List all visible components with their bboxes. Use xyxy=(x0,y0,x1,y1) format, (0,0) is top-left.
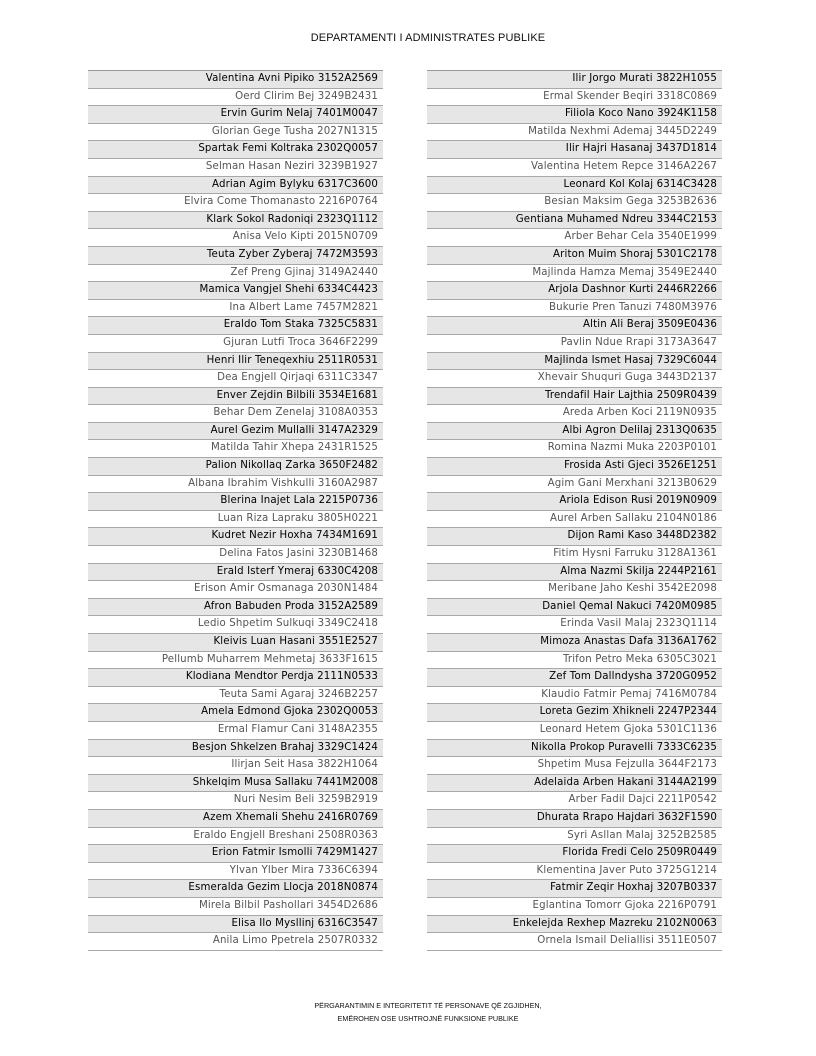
list-item: Bukurie Pren Tanuzi 7480M3976 xyxy=(427,300,722,318)
list-item: Zef Tom Dallndysha 3720G0952 xyxy=(427,669,722,687)
list-item: Spartak Femi Koltraka 2302Q0057 xyxy=(88,141,383,159)
list-item: Ornela Ismail Deliallisi 3511E0507 xyxy=(427,933,722,951)
list-item: Majlinda Ismet Hasaj 7329C6044 xyxy=(427,353,722,371)
list-item: Ariola Edison Rusi 2019N0909 xyxy=(427,493,722,511)
list-item: Areda Arben Koci 2119N0935 xyxy=(427,405,722,423)
list-item: Frosida Asti Gjeci 3526E1251 xyxy=(427,458,722,476)
footer xyxy=(0,999,816,1025)
list-item: Klark Sokol Radoniqi 2323Q1112 xyxy=(88,212,383,230)
list-item: Anila Limo Ppetrela 2507R0332 xyxy=(88,933,383,951)
list-item: Klementina Javer Puto 3725G1214 xyxy=(427,863,722,881)
list-item: Gentiana Muhamed Ndreu 3344C2153 xyxy=(427,212,722,230)
list-item: Florida Fredi Celo 2509R0449 xyxy=(427,845,722,863)
name-list-left xyxy=(88,70,383,951)
list-item: Elvira Come Thomanasto 2216P0764 xyxy=(88,194,383,212)
list-item: Zef Preng Gjinaj 3149A2440 xyxy=(88,265,383,283)
list-item: Ledio Shpetim Sulkuqi 3349C2418 xyxy=(88,616,383,634)
list-item: Kleivis Luan Hasani 3551E2527 xyxy=(88,634,383,652)
list-item: Oerd Clirim Bej 3249B2431 xyxy=(88,89,383,107)
page-title: DEPARTAMENTI I ADMINISTRATES PUBLIKE xyxy=(310,32,546,44)
list-item: Aurel Gezim Mullalli 3147A2329 xyxy=(88,423,383,441)
list-item: Teuta Sami Agaraj 3246B2257 xyxy=(88,687,383,705)
list-item: Nikolla Prokop Puravelli 7333C6235 xyxy=(427,740,722,758)
list-item: Teuta Zyber Zyberaj 7472M3593 xyxy=(88,247,383,265)
list-item: Shpetim Musa Fejzulla 3644F2173 xyxy=(427,757,722,775)
list-item: Enver Zejdin Bilbili 3534E1681 xyxy=(88,388,383,406)
list-item: Eraldo Engjell Breshani 2508R0363 xyxy=(88,828,383,846)
list-item: Anisa Velo Kipti 2015N0709 xyxy=(88,229,383,247)
list-item: Leonard Hetem Gjoka 5301C1136 xyxy=(427,722,722,740)
list-item: Behar Dem Zenelaj 3108A0353 xyxy=(88,405,383,423)
list-item: Besjon Shkelzen Brahaj 3329C1424 xyxy=(88,740,383,758)
list-item: Majlinda Hamza Memaj 3549E2440 xyxy=(427,265,722,283)
list-item: Glorian Gege Tusha 2027N1315 xyxy=(88,124,383,142)
list-item: Mimoza Anastas Dafa 3136A1762 xyxy=(427,634,722,652)
list-item: Mamica Vangjel Shehi 6334C4423 xyxy=(88,282,383,300)
list-item: Pellumb Muharrem Mehmetaj 3633F1615 xyxy=(88,652,383,670)
list-item: Erinda Vasil Malaj 2323Q1114 xyxy=(427,616,722,634)
list-item: Fatmir Zeqir Hoxhaj 3207B0337 xyxy=(427,880,722,898)
name-list-right xyxy=(427,70,722,951)
list-item: Trendafil Hair Lajthia 2509R0439 xyxy=(427,388,722,406)
list-item: Leonard Kol Kolaj 6314C3428 xyxy=(427,177,722,195)
list-item: Henri Ilir Teneqexhiu 2511R0531 xyxy=(88,353,383,371)
list-item: Altin Ali Beraj 3509E0436 xyxy=(427,317,722,335)
list-item: Klaudio Fatmir Pemaj 7416M0784 xyxy=(427,687,722,705)
list-item: Meribane Jaho Keshi 3542E2098 xyxy=(427,581,722,599)
list-item: Kudret Nezir Hoxha 7434M1691 xyxy=(88,528,383,546)
list-item: Matilda Tahir Xhepa 2431R1525 xyxy=(88,440,383,458)
list-item: Selman Hasan Neziri 3239B1927 xyxy=(88,159,383,177)
list-item: Albi Agron Delilaj 2313Q0635 xyxy=(427,423,722,441)
list-item: Enkelejda Rexhep Mazreku 2102N0063 xyxy=(427,916,722,934)
list-item: Adrian Agim Bylyku 6317C3600 xyxy=(88,177,383,195)
list-item: Amela Edmond Gjoka 2302Q0053 xyxy=(88,704,383,722)
list-item: Erald Isterf Ymeraj 6330C4208 xyxy=(88,564,383,582)
list-item: Alma Nazmi Skilja 2244P2161 xyxy=(427,564,722,582)
list-item: Matilda Nexhmi Ademaj 3445D2249 xyxy=(427,124,722,142)
list-item: Klodiana Mendtor Perdja 2111N0533 xyxy=(88,669,383,687)
list-item: Esmeralda Gezim Llocja 2018N0874 xyxy=(88,880,383,898)
list-item: Besian Maksim Gega 3253B2636 xyxy=(427,194,722,212)
list-item: Aurel Arben Sallaku 2104N0186 xyxy=(427,511,722,529)
list-item: Ina Albert Lame 7457M2821 xyxy=(88,300,383,318)
list-item: Gjuran Lutfi Troca 3646F2299 xyxy=(88,335,383,353)
list-item: Pavlin Ndue Rrapi 3173A3647 xyxy=(427,335,722,353)
list-item: Eglantina Tomorr Gjoka 2216P0791 xyxy=(427,898,722,916)
list-item: Elisa Ilo Mysllinj 6316C3547 xyxy=(88,916,383,934)
list-item: Ermal Flamur Cani 3148A2355 xyxy=(88,722,383,740)
list-item: Fitim Hysni Farruku 3128A1361 xyxy=(427,546,722,564)
footer-line-1: PËRGARANTIMIN E INTEGRITETIT TË PERSONAVE QË ZGJIDHEN, xyxy=(314,1001,542,1010)
list-item: Loreta Gezim Xhikneli 2247P2344 xyxy=(427,704,722,722)
list-item: Agim Gani Merxhani 3213B0629 xyxy=(427,476,722,494)
list-item: Daniel Qemal Nakuci 7420M0985 xyxy=(427,599,722,617)
list-item: Ermal Skender Beqiri 3318C0869 xyxy=(427,89,722,107)
list-item: Luan Riza Lapraku 3805H0221 xyxy=(88,511,383,529)
list-item: Arber Fadil Dajci 2211P0542 xyxy=(427,792,722,810)
list-item: Valentina Hetem Repce 3146A2267 xyxy=(427,159,722,177)
list-item: Afron Babuden Proda 3152A2589 xyxy=(88,599,383,617)
list-item: Ariton Muim Shoraj 5301C2178 xyxy=(427,247,722,265)
list-item: Ilir Hajri Hasanaj 3437D1814 xyxy=(427,141,722,159)
list-item: Arjola Dashnor Kurti 2446R2266 xyxy=(427,282,722,300)
list-item: Xhevair Shuquri Guga 3443D2137 xyxy=(427,370,722,388)
list-item: Delina Fatos Jasini 3230B1468 xyxy=(88,546,383,564)
list-item: Nuri Nesim Beli 3259B2919 xyxy=(88,792,383,810)
list-item: Eraldo Tom Staka 7325C5831 xyxy=(88,317,383,335)
list-item: Ylvan Ylber Mira 7336C6394 xyxy=(88,863,383,881)
list-item: Ilirjan Seit Hasa 3822H1064 xyxy=(88,757,383,775)
list-item: Adelaida Arben Hakani 3144A2199 xyxy=(427,775,722,793)
list-item: Trifon Petro Meka 6305C3021 xyxy=(427,652,722,670)
list-item: Valentina Avni Pipiko 3152A2569 xyxy=(88,71,383,89)
list-item: Ervin Gurim Nelaj 7401M0047 xyxy=(88,106,383,124)
list-item: Dea Engjell Qirjaqi 6311C3347 xyxy=(88,370,383,388)
list-item: Erion Fatmir Ismolli 7429M1427 xyxy=(88,845,383,863)
list-item: Arber Behar Cela 3540E1999 xyxy=(427,229,722,247)
list-item: Palion Nikollaq Zarka 3650F2482 xyxy=(88,458,383,476)
list-item: Shkelqim Musa Sallaku 7441M2008 xyxy=(88,775,383,793)
list-item: Syri Asllan Malaj 3252B2585 xyxy=(427,828,722,846)
footer-line-2: EMËROHEN OSE USHTROJNË FUNKSIONE PUBLIKE xyxy=(337,1014,519,1023)
list-item: Filiola Koco Nano 3924K1158 xyxy=(427,106,722,124)
list-item: Mirela Bilbil Pashollari 3454D2686 xyxy=(88,898,383,916)
list-item: Ilir Jorgo Murati 3822H1055 xyxy=(427,71,722,89)
list-item: Azem Xhemali Shehu 2416R0769 xyxy=(88,810,383,828)
list-item: Blerina Inajet Lala 2215P0736 xyxy=(88,493,383,511)
list-item: Romina Nazmi Muka 2203P0101 xyxy=(427,440,722,458)
list-item: Dhurata Rrapo Hajdari 3632F1590 xyxy=(427,810,722,828)
list-item: Albana Ibrahim Vishkulli 3160A2987 xyxy=(88,476,383,494)
list-item: Erison Amir Osmanaga 2030N1484 xyxy=(88,581,383,599)
list-item: Dijon Rami Kaso 3448D2382 xyxy=(427,528,722,546)
